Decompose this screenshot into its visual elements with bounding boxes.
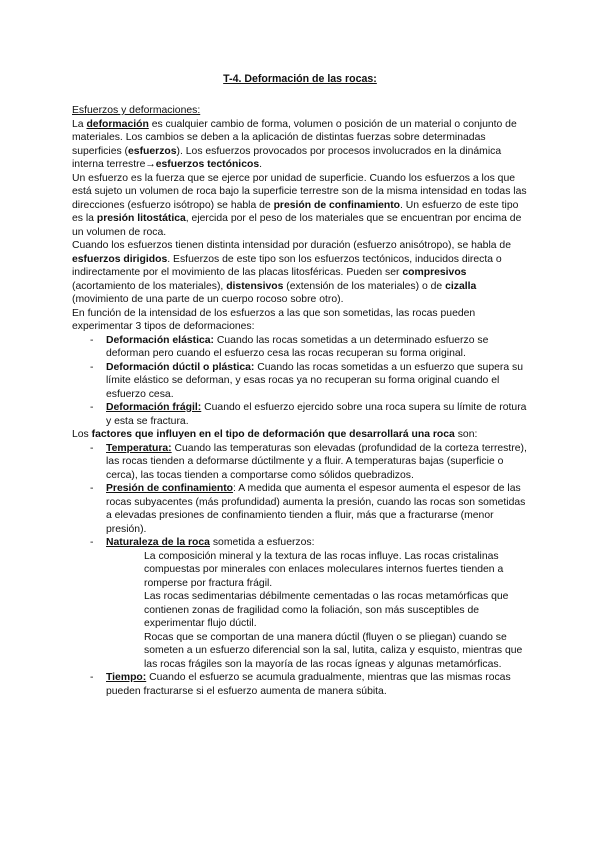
list-item: - Deformación frágil: Cuando el esfuerzo ejercido sobre una roca supera su límite de rotura y esta se fractura. bbox=[106, 401, 528, 428]
list-item: - Deformación elástica: Cuando las rocas sometidas a un determinado esfuerzo se deforman pero cuando el esfuerzo cesa las rocas recuperan su forma original. bbox=[106, 334, 528, 361]
paragraph-tipos-intro: En función de la intensidad de los esfuerzos a las que son sometidas, las rocas pueden experimentar 3 tipos de deformaciones: bbox=[72, 307, 476, 332]
list-item: - Presión de confinamiento: A medida que aumenta el espesor aumenta el espesor de las rocas subyacentes (más profundidad) aumenta la presión, cuando las rocas son sometidas a elevadas presiones de confinamiento tienden a fluir, más que a fracturarse (menor presión). bbox=[106, 482, 528, 536]
section-heading: Esfuerzos y deformaciones: bbox=[72, 105, 201, 116]
list-item: - Deformación dúctil o plástica: Cuando las rocas sometidas a un esfuerzo que supera su límite elástico se deforman, y esas rocas ya no recuperan su forma original cuando el esfuerzo cesa. bbox=[106, 361, 528, 402]
list-item: - Temperatura: Cuando las temperaturas son elevadas (profundidad de la corteza terrestre), las rocas tienden a deformarse dúctilmente y a fluir. A temperaturas bajas (superficie o cerca), las tocas tienden a comportarse como sólidos quebradizos. bbox=[106, 442, 528, 483]
list-item: - Naturaleza de la roca sometida a esfuerzos: La composición mineral y la textura de las rocas influye. Las rocas cristalinas compuestas por minerales con enlaces moleculares internos fuertes tienden a romperse por fractura frágil. Las rocas sedimentarias débilmente cementadas o las rocas metamórficas que contienen zonas de fragilidad como la foliación, son más susceptibles de experimentar flujo dúctil. Rocas que se comportan de una manera dúctil (fluyen o se pliegan) cuando se someten a un esfuerzo diferencial son la sal, lutita, caliza y esquisto, mientras que las rocas frágiles son la mayoría de las rocas ígneas y algunas metamórficas. bbox=[106, 536, 528, 671]
paragraph-esfuerzo: Un esfuerzo es la fuerza que se ejerce por unidad de superficie. Cuando los esfuerzos a los que está sujeto un volumen de roca bajo la superficie terrestre son de la misma intensidad en todas las direcciones (esfuerzo isótropo) se habla de presión de confinamiento. Un esfuerzo de este tipo es la presión litostática, ejercida por el peso de los materiales que se encuentran por encima de un volumen de roca. bbox=[72, 172, 527, 238]
paragraph-factores: Los factores que influyen en el tipo de deformación que desarrollará una roca son: bbox=[72, 429, 478, 440]
document-page bbox=[72, 72, 528, 698]
sub-paragraph: Las rocas sedimentarias débilmente cementadas o las rocas metamórficas que contienen zonas de fragilidad como la foliación, son más susceptibles de experimentar flujo dúctil. bbox=[144, 591, 509, 629]
factors-list bbox=[72, 442, 528, 699]
paragraph-deformacion: La deformación es cualquier cambio de forma, volumen o posición de un material o conjunto de materiales. Los cambios se deben a la aplicación de distintas fuerzas sobre determinadas superficies (esfuerzos). Los esfuerzos provocados por procesos involucrados en la dinámica interna terrestre→esfuerzos tectónicos. bbox=[72, 118, 517, 170]
sub-paragraph: La composición mineral y la textura de las rocas influye. Las rocas cristalinas compuestas por minerales con enlaces moleculares internos fuertes tienden a romperse por fractura frágil. bbox=[144, 550, 504, 589]
list-item: - Tiempo: Cuando el esfuerzo se acumula gradualmente, mientras que las mismas rocas pueden fracturarse si el esfuerzo aumenta de manera súbita. bbox=[106, 671, 528, 698]
deformation-types-list bbox=[72, 334, 528, 429]
sub-paragraph: Rocas que se comportan de una manera dúctil (fluyen o se pliegan) cuando se someten a un esfuerzo diferencial son la sal, lutita, caliza y esquisto, mientras que las rocas frágiles son la mayoría de las rocas ígneas y algunas metamórficas. bbox=[144, 631, 523, 670]
page-title: T-4. Deformación de las rocas: bbox=[223, 73, 377, 85]
paragraph-esfuerzos-dirigidos: Cuando los esfuerzos tienen distinta intensidad por duración (esfuerzo anisótropo), se habla de esfuerzos dirigidos. Esfuerzos de este tipo son los esfuerzos tectónicos, inducidos directa o indirectamente por el movimiento de las placas litosféricas. Pueden ser compresivos (acortamiento de los materiales), distensivos (extensión de los materiales) o de cizalla (movimiento de una parte de un cuerpo rocoso sobre otro). bbox=[72, 240, 511, 305]
